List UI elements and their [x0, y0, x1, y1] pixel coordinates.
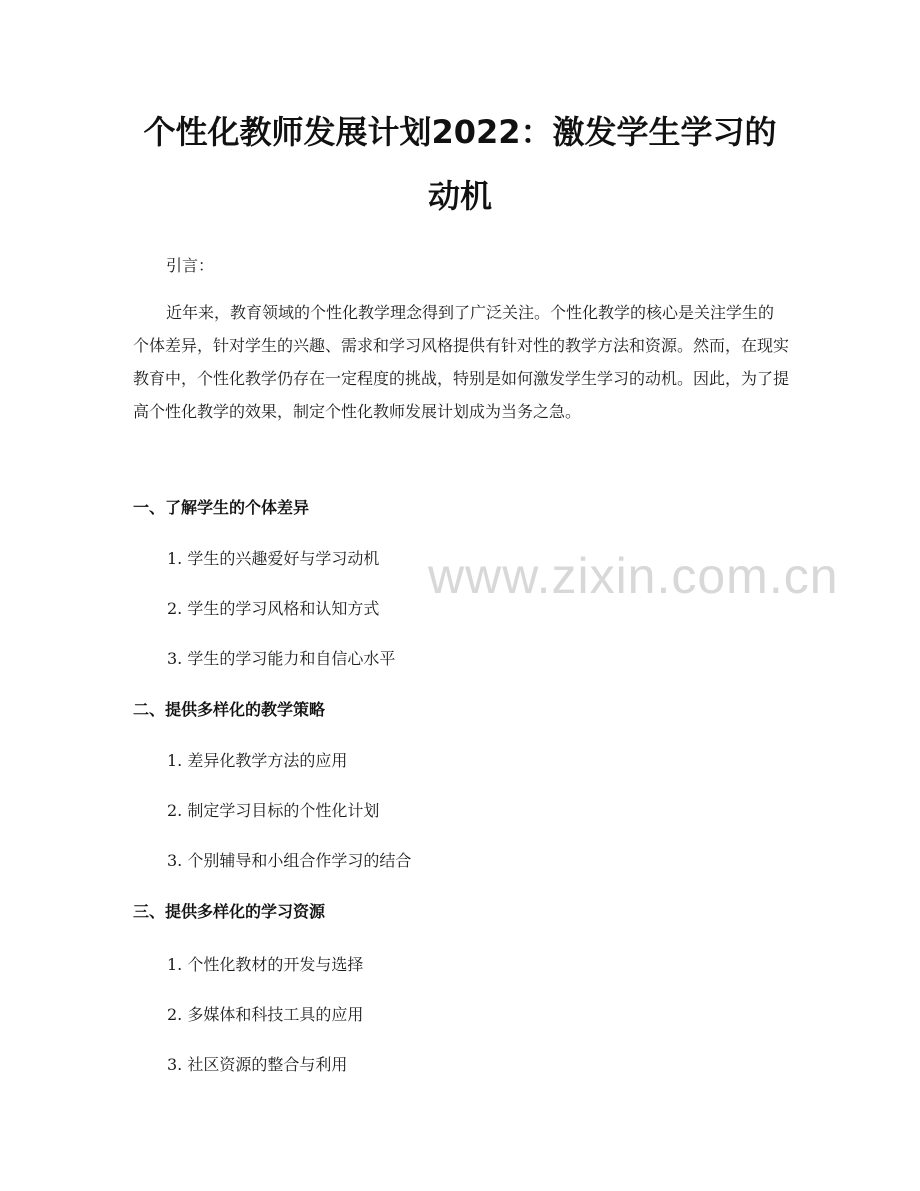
- title-line-2: 动机: [427, 177, 492, 215]
- section-heading-2: 二、提供多样化的教学策略: [133, 700, 326, 719]
- intro-label: 引言：: [166, 256, 215, 275]
- title-line-1: 个性化教师发展计划2022：激发学生学习的: [143, 113, 777, 151]
- section-3-item-3: 3. 社区资源的整合与利用: [167, 1055, 348, 1074]
- section-3-item-1: 1. 个性化教材的开发与选择: [167, 955, 364, 974]
- document-title: [130, 100, 790, 228]
- section-1-item-2: 2. 学生的学习风格和认知方式: [167, 599, 380, 618]
- watermark: www.zixin.com.cn: [428, 548, 839, 604]
- intro-paragraph: 近年来，教育领域的个性化教学理念得到了广泛关注。个性化教学的核心是关注学生的个体差异，针对学生的兴趣、需求和学习风格提供有针对性的教学方法和资源。然而，在现实教育中，个性化教学仍存在一定程度的挑战，特别是如何激发学生学习的动机。因此，为了提高个性化教学的效果，制定个性化教师发展计划成为当务之急。: [133, 303, 790, 421]
- section-3-item-2: 2. 多媒体和科技工具的应用: [167, 1005, 364, 1024]
- section-heading-1: 一、了解学生的个体差异: [133, 498, 310, 517]
- section-heading-3: 三、提供多样化的学习资源: [133, 902, 326, 921]
- section-2-item-3: 3. 个别辅导和小组合作学习的结合: [167, 851, 412, 870]
- section-1-item-3: 3. 学生的学习能力和自信心水平: [167, 649, 396, 668]
- section-2-item-1: 1. 差异化教学方法的应用: [167, 751, 348, 770]
- section-1-item-1: 1. 学生的兴趣爱好与学习动机: [167, 549, 380, 568]
- section-2-item-2: 2. 制定学习目标的个性化计划: [167, 801, 380, 820]
